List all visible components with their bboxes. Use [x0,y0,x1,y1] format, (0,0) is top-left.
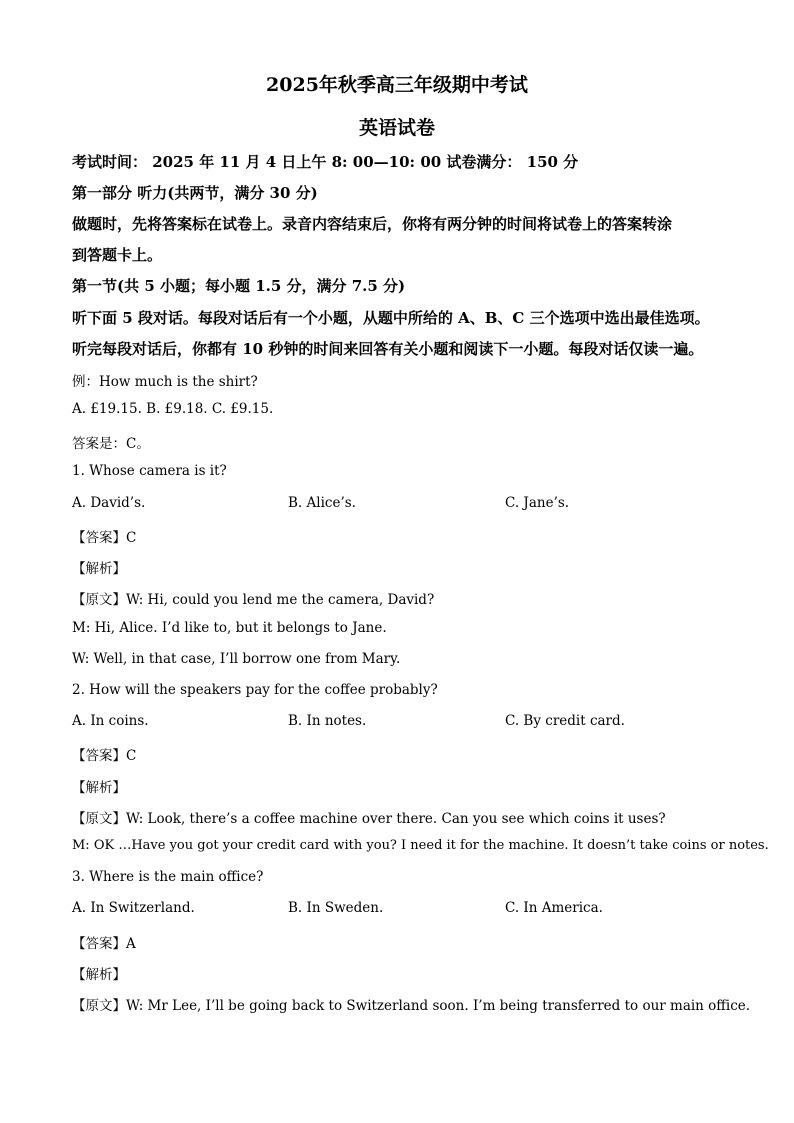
q2-analysis-tag: 【解析】 [72,780,126,796]
q3-analysis-tag: 【解析】 [72,967,126,983]
q2-option-b: B. In notes. [288,713,367,729]
q3-option-b: B. In Sweden. [288,900,384,916]
answer-tag: 【答案】 [72,530,126,546]
example-question: 例：How much is the shirt? [72,374,258,390]
q1-option-b: B. Alice’s. [288,495,356,511]
answer-tag: 【答案】 [72,936,126,952]
question-1: 1. Whose camera is it? [72,463,227,479]
answer-tag: 【答案】 [72,748,126,764]
exam-title: 2025年秋季高三年级期中考试 [266,74,528,96]
q3-option-c: C. In America. [505,900,603,916]
section1-instructions-line-1: 听下面 5 段对话。每段对话后有一个小题，从题中所给的 A、B、C 三个选项中选出最佳选项。 [72,309,710,327]
section1-instructions-line-2: 听完每段对话后，你都有 10 秒钟的时间来回答有关小题和阅读下一小题。每段对话仅读一遍。 [72,340,704,358]
example-answer: 答案是：C。 [72,436,150,452]
q3-transcript-line-1 [72,994,750,1014]
transcript-tag: 【原文】 [72,592,126,608]
q2-option-a: A. In coins. [72,713,149,729]
q1-option-a: A. David’s. [72,495,146,511]
question-2: 2. How will the speakers pay for the coffee probably? [72,682,438,698]
part1-heading: 第一部分 听力(共两节，满分 30 分) [72,184,318,202]
exam-info: 考试时间： 2025 年 11 月 4 日上午 8: 00—10: 00 试卷满分： 150 分 [72,153,579,171]
instructions-line-1: 做题时，先将答案标在试卷上。录音内容结束后，你将有两分钟的时间将试卷上的答案转涂 [72,215,673,233]
q3-option-a: A. In Switzerland. [72,900,195,916]
instructions-line-2: 到答题卡上。 [72,246,163,264]
q1-answer [72,526,136,546]
q1-transcript-line-3: W: Well, in that case, I’ll borrow one from Mary. [72,651,401,667]
transcript-text: W: Mr Lee, I’ll be going back to Switzerland soon. I’m being transferred to our main office. [126,998,751,1014]
example-options: A. £19.15. B. £9.18. C. £9.15. [72,401,274,417]
question-3: 3. Where is the main office? [72,869,264,885]
transcript-tag: 【原文】 [72,811,126,827]
q1-analysis-tag: 【解析】 [72,561,126,577]
transcript-text: W: Hi, could you lend me the camera, David? [126,592,435,608]
q2-option-c: C. By credit card. [505,713,625,729]
exam-subtitle: 英语试卷 [358,117,435,139]
answer-value: C [126,530,137,546]
q1-transcript-line-2: M: Hi, Alice. I’d like to, but it belongs to Jane. [72,620,387,636]
transcript-text: W: Look, there’s a coffee machine over there. Can you see which coins it uses? [126,811,666,827]
answer-value: A [126,936,136,952]
q2-transcript-line-1 [72,807,666,827]
q1-option-c: C. Jane’s. [505,495,570,511]
q1-transcript-line-1 [72,588,434,608]
q2-transcript-line-2: M: OK …Have you got your credit card with you? I need it for the machine. It doesn’t take coins or notes. [72,838,769,853]
section1-heading: 第一节(共 5 小题；每小题 1.5 分，满分 7.5 分) [72,277,406,295]
q3-answer [72,932,136,952]
answer-value: C [126,748,137,764]
transcript-tag: 【原文】 [72,998,126,1014]
q2-answer [72,744,136,764]
